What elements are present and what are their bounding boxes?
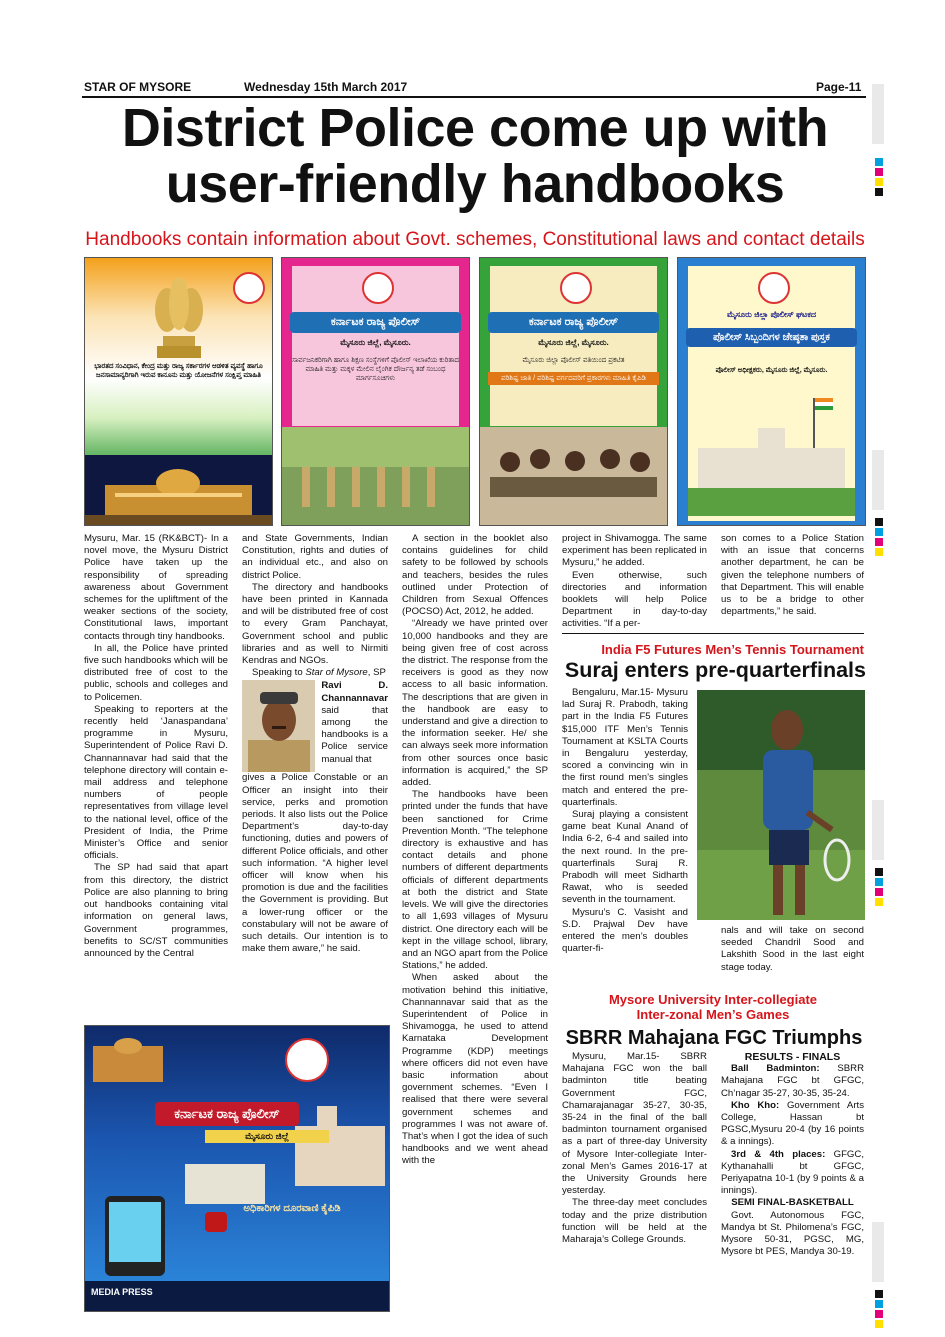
paragraph: Bengaluru, Mar.15- Mysuru lad Suraj R. Prabodh, taking part in the India F5 Futures $15,000 ITF Men’s Tennis Tournament at KSLTA Courts in Bengaluru yesterday, scored a convincing win in the first round men’s singles match and entered the pre-quarterfinals. — [562, 687, 688, 808]
color-swatch — [875, 158, 883, 166]
cover-title: ಕರ್ನಾಟಕ ರಾಜ್ಯ ಪೊಲೀಸ್ — [290, 312, 461, 333]
kicker-line: Inter-zonal Men’s Games — [636, 1007, 790, 1022]
sp-name: Ravi D. Channannavar — [321, 680, 389, 704]
handbook-cover-seniority — [677, 257, 866, 526]
article-column — [721, 533, 864, 618]
handbook-cover-sc-st — [479, 257, 668, 526]
paragraph: “Already we have printed over 10,000 handbooks and they are being given free of cost across the district. The response from the receivers is good as they now access to all basic information. The descriptions that are given in the handbook are easy to understand and give a direction to the information seeker. He/ she can always seek more information from other sources once basic information is acquired,” the SP added. — [402, 618, 548, 789]
cover-subtitle: ಮೈಸೂರು ಜಿಲ್ಲೆ — [205, 1130, 329, 1143]
paragraph: and State Governments, Indian Constitution, rights and duties of an individual etc., and also on district Police. — [242, 533, 388, 581]
color-swatch — [875, 888, 883, 896]
result-label: Kho Kho: — [731, 1099, 780, 1111]
police-hq-building-image — [678, 388, 865, 518]
cover-subtitle: ಮೈಸೂರು ಜಿಲ್ಲೆ, ಮೈಸೂರು. — [538, 338, 609, 347]
cover-title: ಕರ್ನಾಟಕ ರಾಜ್ಯ ಪೊಲೀಸ್ — [155, 1102, 299, 1126]
police-emblem-icon — [362, 272, 394, 304]
article-column — [562, 687, 688, 955]
results-heading: RESULTS - FINALS — [744, 1051, 841, 1063]
paragraph: When asked about the motivation behind this initiative, Channannavar said that as the Superintendent of Police in Shivamogga, he used to attend Karnataka Development Programme (KDP) meetings where officers did not even have basic information about government schemes. “Even I realised that there were several government schemes and programmes I was not aware of. That’s when I got the idea of such handbooks and we went ahead with the — [402, 972, 548, 1167]
paragraph: nals and will take on second seeded Chandril Sood and Lakshith Sood in the last eight stage today. — [721, 925, 864, 973]
parliament-building-image — [85, 455, 272, 525]
cover-text: ಅಧಿಕಾರಿಗಳ ದೂರವಾಣಿ ಕೈಪಿಡಿ — [243, 1203, 341, 1214]
police-emblem-icon — [758, 272, 790, 304]
paragraph — [242, 667, 388, 679]
color-swatch — [875, 1290, 883, 1298]
color-swatch — [875, 548, 883, 556]
cover-text: ಸಾರ್ವಜನಿಕರಿಗಾಗಿ ಹಾಗೂ ಶಿಕ್ಷಣ ಸಂಸ್ಥೆಗಳಿಗೆ ಪೊಲೀಸ್ ಇಲಾಖೆಯ ಕುರಿತಾದ ಮಾಹಿತಿ ಮತ್ತು ಮಕ್ಕಳ ಮೇಲಿನ ಲೈಂಗಿಕ ದೌರ್ಜನ್ಯ ತಡೆ ಸಂಬಂಧ ಮಾರ್ಗಸೂಚಿಗಳು — [291, 357, 460, 382]
result-text: SBRR Mahajana FGC bt GFGC, Ch’nagar 35-27, 30-35, 35-24. — [721, 1063, 864, 1099]
paragraph: Mysuru’s C. Vasisht and S.D. Prajwal Dev have entered the men’s doubles quarter-fi- — [562, 906, 688, 955]
headline-line: District Police come up with — [121, 98, 829, 158]
color-swatch — [875, 518, 883, 526]
sp-portrait-image — [242, 680, 315, 772]
paragraph: A section in the booklet also contains guidelines for child safety to be followed by schools and teachers, besides the rules outlined under Protection of Children from Sexual Offences (POCSO) Act, 2012, he added. — [402, 533, 548, 618]
page-number: Page-11 — [816, 80, 862, 94]
color-swatch — [875, 898, 883, 906]
article-column — [242, 533, 388, 955]
paragraph: The handbooks have been printed under the funds that have been sanctioned for Crime Prevention Month. “The telephone directory is exhaustive and has contact details and phone numbers of different departments officials of different departments at both the district and State levels. We will give the directories to all 1,693 villages of Mysuru district. One directory each will be kept in the village school, library, and an NGO apart from the Police Stations,” he added. — [402, 789, 548, 972]
result-text: GFGC, Kythanahalli bt GFGC, Periyapatna 10-1 (by 9 points & a innings). — [721, 1148, 864, 1197]
newspaper-name: Star of Mysore — [305, 667, 368, 679]
police-parade-image — [282, 427, 469, 525]
color-swatch — [875, 1300, 883, 1308]
cover-text: ಮೈಸೂರು ಜಿಲ್ಲಾ ಪೊಲೀಸ್ ವತಿಯಿಂದ ಪ್ರಕಟಿತ — [522, 357, 625, 364]
color-bar — [872, 1222, 884, 1282]
text-span: Speaking to — [252, 667, 303, 679]
color-swatch — [875, 1310, 883, 1318]
color-bar — [872, 84, 884, 144]
paragraph: Even otherwise, such directories and information booklets will help Police Department in day-to-day activities. “If a per- — [562, 569, 707, 630]
color-swatch — [875, 868, 883, 876]
handbook-cover-child-safety — [281, 257, 470, 526]
meeting-photo-image — [480, 427, 667, 525]
police-emblem-icon — [560, 272, 592, 304]
article-column — [84, 533, 228, 960]
section-divider — [562, 633, 864, 634]
color-swatch — [875, 878, 883, 886]
color-swatch — [875, 188, 883, 196]
buildings-collage-image — [85, 1026, 389, 1311]
text-span: said that among the handbooks is a Police service manual that — [321, 704, 388, 765]
paragraph: In all, the Police have printed five such handbooks which will be distributed free of cost to the public, schools and colleges and to Policemen. — [84, 642, 228, 703]
paragraph: Mysuru, Mar.15- SBRR Mahajana FGC won the ball badminton title beating Government FGC, Chamarajanagar 35-27, 30-35, 35-24 in the final of the ball badminton tournament organised as a part of three-day University of Mysore Inter-collegiate Inter-zonal Men’s Games 2016-17 at the University Grounds here yesterday. — [562, 1051, 707, 1197]
sub-headline: Handbooks contain information about Govt. schemes, Constitutional laws and contact details — [85, 229, 865, 250]
paragraph: The SP had said that apart from this directory, the district Police are also planning to bring out handbooks containing vital information on general laws, Government programmes, benefits to SC/ST communities announced by the Central — [84, 862, 228, 959]
cover-top-text: ಮೈಸೂರು ಜಿಲ್ಲಾ ಪೊಲೀಸ್ ಘಟಕದ — [726, 310, 817, 319]
result-text: Government Arts College, Hassan bt PGSC,Mysuru 20-4 (by 16 points & a innings). — [721, 1099, 864, 1148]
results-column — [721, 1051, 864, 1258]
cover-text: ಪರಿಶಿಷ್ಟ ಜಾತಿ / ಪರಿಶಿಷ್ಟ ವರ್ಗದವರಿಗೆ ಪ್ರಕಾರಗಳು ಮಾಹಿತಿ ಕೈಪಿಡಿ — [488, 372, 659, 385]
color-swatch — [875, 1320, 883, 1328]
paragraph: The three-day meet concludes today and the prize distribution function will be held at the Maharaja’s College Grounds. — [562, 1197, 707, 1246]
paragraph: project in Shivamogga. The same experiment has been replicated in Mysuru,” he added. — [562, 533, 707, 569]
color-swatch — [875, 538, 883, 546]
cover-title: ಪೊಲೀಸ್ ಸಿಬ್ಬಂದಿಗಳ ಜೇಷ್ಠತಾ ಪುಸ್ತಕ — [686, 328, 857, 347]
handbook-cover-constitution — [84, 257, 273, 526]
text-span: , SP — [367, 667, 386, 679]
handbook-cover-directory — [84, 1025, 390, 1312]
color-swatch — [875, 178, 883, 186]
paragraph: The directory and handbooks have been printed in Kannada and will be distributed free of cost to every Gram Panchayat, Government school and public libraries and as well to Nirmiti Kendras and NGOs. — [242, 581, 388, 667]
sbrr-headline: SBRR Mahajana FGC Triumphs — [565, 1027, 863, 1049]
masthead-name: STAR OF MYSORE — [84, 80, 192, 94]
cover-subtitle: ಪೊಲೀಸ್ ಅಧೀಕ್ಷಕರು, ಮೈಸೂರು ಜಿಲ್ಲೆ, ಮೈಸೂರು. — [715, 367, 828, 374]
article-column — [402, 533, 548, 1168]
cover-title: ಕರ್ನಾಟಕ ರಾಜ್ಯ ಪೊಲೀಸ್ — [488, 312, 659, 333]
cover-text: ಭಾರತದ ಸಂವಿಧಾನ, ಕೇಂದ್ರ ಮತ್ತು ರಾಜ್ಯ ಸರ್ಕಾರಗಳ ಆಡಳಿತ ವ್ಯವಸ್ಥೆ ಹಾಗೂ ಜನಸಾಮಾನ್ಯರಿಗಾಗಿ ಇರುವ ಕಾನೂನು ಮತ್ತು ಯೋಜನೆಗಳ ಸಂಕ್ಷಿಪ್ತ ಮಾಹಿತಿ — [94, 363, 263, 379]
police-emblem-icon — [233, 272, 265, 304]
paragraph: Mysuru, Mar. 15 (RK&BCT)- In a novel move, the Mysuru District Police have taken up the responsibility of spreading awareness about Government schemes for the upliftment of the weaker sections of the society, Constitutional laws, important contacts through tiny handbooks. — [84, 533, 228, 642]
tennis-player-photo — [697, 690, 865, 920]
paragraph: Suraj playing a consistent game beat Kunal Anand of India 6-2, 6-4 and sailed into the next round. In the pre-quarterfinals Suraj R. Prabodh will meet Sidharth Rawat, who is seeded seventh in the tournament. — [562, 809, 688, 906]
issue-date: Wednesday 15th March 2017 — [244, 80, 408, 94]
color-swatch — [875, 168, 883, 176]
result-text: Govt. Autonomous FGC, Mandya bt St. Philomena’s FGC, Mysore 50-31, PGSC, MG, Mysore bt PES, Mandya 30-19. — [721, 1209, 864, 1258]
publisher-logo: MEDIA PRESS — [91, 1287, 153, 1297]
color-swatch — [875, 528, 883, 536]
semi-heading: SEMI FINAL-BASKETBALL — [731, 1197, 854, 1209]
result-label: Ball Badminton: — [731, 1063, 820, 1075]
kicker-line: Mysore University Inter-collegiate — [608, 992, 818, 1007]
article-column — [721, 925, 864, 974]
article-column — [562, 533, 707, 631]
article-column — [562, 1051, 707, 1246]
color-bar — [872, 800, 884, 860]
tennis-kicker: India F5 Futures Men’s Tennis Tournament — [601, 642, 864, 657]
sbrr-kicker — [562, 992, 864, 1022]
color-bar — [872, 450, 884, 510]
cover-subtitle: ಮೈಸೂರು ಜಿಲ್ಲೆ, ಮೈಸೂರು. — [340, 338, 411, 347]
result-label: 3rd & 4th places: — [731, 1148, 826, 1160]
main-headline — [80, 100, 870, 212]
paragraph: gives a Police Constable or an Officer an insight into their service, perks and promotion periods. It also lists out the Police Department’s day-to-day functioning, duties and powers of different Police officials, and other such information. “A higher level officer will know when his promotion is due and the facilities the Government is providing. But a lower-rung officer or the constabulary will not be aware of such details. Our intention is to make them aware,” he said. — [242, 772, 388, 955]
headline-line: user-friendly handbooks — [165, 154, 785, 214]
paragraph: son comes to a Police Station with an issue that concerns another department, he can be given the telephone numbers of that Department. This will enable us to be a bridge to other departments,” he said. — [721, 533, 864, 618]
paragraph: Speaking to reporters at the recently held ‘Janaspandana’ programme in Mysuru, Superintendent of Police Ravi D. Channannavar had said that the telephone directory will contain e-mail address and telephone numbers of people representatives from village level to the national level, office of the President of India, the Prime Minister’s Office and senior officials. — [84, 703, 228, 862]
tennis-headline: Suraj enters pre-quarterfinals — [564, 658, 866, 682]
